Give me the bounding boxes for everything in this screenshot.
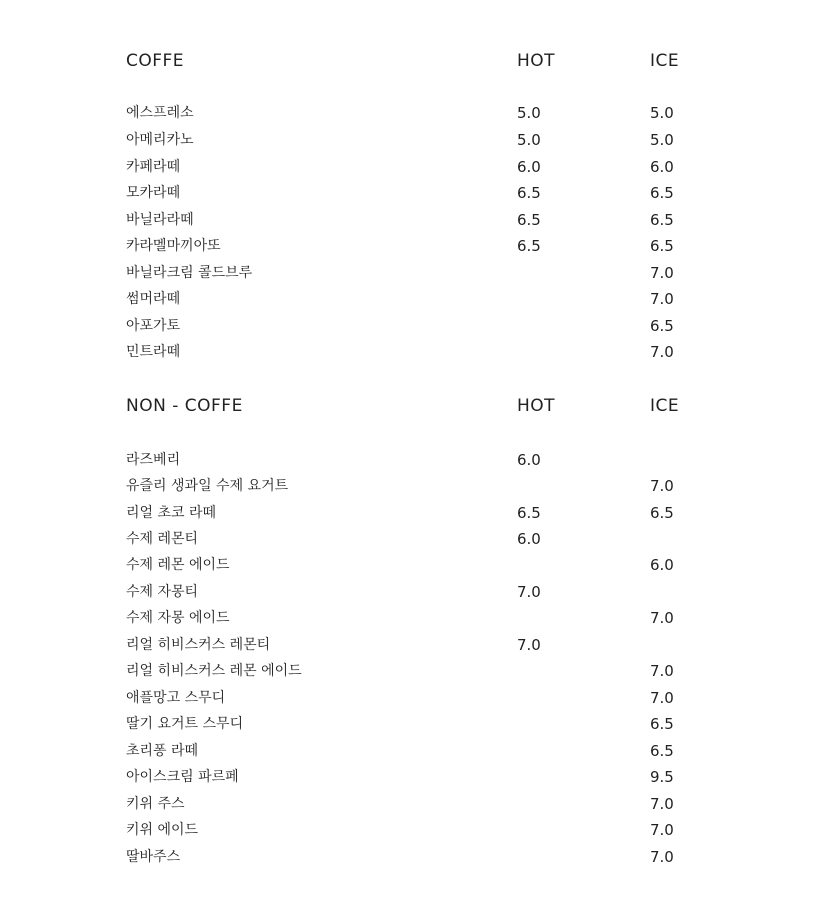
item-hot-price: 6.0: [517, 451, 541, 469]
menu-item: [0, 181, 828, 205]
item-ice-price: 6.5: [650, 317, 674, 335]
item-ice-price: 5.0: [650, 131, 674, 149]
menu-item: [0, 792, 828, 816]
item-name: 키위 주스: [126, 796, 185, 812]
menu-item: [0, 314, 828, 338]
hot-column-label: HOT: [517, 396, 556, 416]
item-name: 리얼 히비스커스 레몬티: [126, 637, 271, 653]
item-ice-price: 7.0: [650, 290, 674, 308]
menu-item: [0, 686, 828, 710]
item-hot-price: 6.0: [517, 530, 541, 548]
menu-item: [0, 234, 828, 258]
item-name: 딸바주스: [126, 849, 181, 865]
item-hot-price: 6.5: [517, 504, 541, 522]
item-ice-price: 5.0: [650, 104, 674, 122]
section-title: COFFE: [126, 51, 185, 71]
item-hot-price: 6.5: [517, 237, 541, 255]
item-name: 바닐라크림 콜드브루: [126, 265, 253, 281]
item-name: 키위 에이드: [126, 822, 199, 838]
menu-item: [0, 765, 828, 789]
item-hot-price: 5.0: [517, 104, 541, 122]
item-name: 수제 레몬티: [126, 531, 199, 547]
item-name: 애플망고 스무디: [126, 690, 226, 706]
item-name: 수제 자몽 에이드: [126, 610, 230, 626]
item-hot-price: 6.5: [517, 211, 541, 229]
item-ice-price: 6.5: [650, 504, 674, 522]
item-ice-price: 7.0: [650, 609, 674, 627]
item-ice-price: 7.0: [650, 343, 674, 361]
ice-column-label: ICE: [650, 396, 680, 416]
non-coffee-section-header: [0, 393, 828, 419]
item-ice-price: 6.5: [650, 742, 674, 760]
item-ice-price: 6.5: [650, 237, 674, 255]
ice-column-label: ICE: [650, 51, 680, 71]
menu-item: [0, 128, 828, 152]
item-hot-price: 7.0: [517, 636, 541, 654]
menu-item: [0, 340, 828, 364]
hot-column-label: HOT: [517, 51, 556, 71]
item-name: 아포가토: [126, 318, 181, 334]
item-ice-price: 7.0: [650, 662, 674, 680]
item-hot-price: 7.0: [517, 583, 541, 601]
item-ice-price: 7.0: [650, 689, 674, 707]
menu-item: [0, 845, 828, 869]
item-name: 민트라떼: [126, 344, 181, 360]
item-ice-price: 7.0: [650, 848, 674, 866]
menu-item: [0, 474, 828, 498]
menu-item: [0, 739, 828, 763]
item-name: 리얼 초코 라떼: [126, 505, 217, 521]
item-name: 카페라떼: [126, 159, 181, 175]
item-ice-price: 7.0: [650, 477, 674, 495]
item-name: 라즈베리: [126, 452, 181, 468]
coffee-section-header: [0, 48, 828, 74]
item-name: 리얼 히비스커스 레몬 에이드: [126, 663, 302, 679]
item-name: 썸머라떼: [126, 291, 181, 307]
menu-item: [0, 659, 828, 683]
item-ice-price: 6.5: [650, 211, 674, 229]
menu-item: [0, 208, 828, 232]
item-name: 아메리카노: [126, 132, 194, 148]
item-name: 모카라떼: [126, 185, 181, 201]
menu-item: [0, 580, 828, 604]
item-name: 유즐리 생과일 수제 요거트: [126, 478, 289, 494]
item-hot-price: 5.0: [517, 131, 541, 149]
menu-item: [0, 712, 828, 736]
item-name: 에스프레소: [126, 105, 194, 121]
section-title: NON - COFFE: [126, 396, 243, 416]
menu-item: [0, 527, 828, 551]
menu-item: [0, 261, 828, 285]
item-name: 딸기 요거트 스무디: [126, 716, 244, 732]
item-name: 바닐라라떼: [126, 212, 194, 228]
menu-item: [0, 287, 828, 311]
item-name: 수제 자몽티: [126, 584, 199, 600]
item-hot-price: 6.5: [517, 184, 541, 202]
item-name: 아이스크림 파르페: [126, 769, 239, 785]
item-ice-price: 7.0: [650, 264, 674, 282]
item-hot-price: 6.0: [517, 158, 541, 176]
menu-item: [0, 501, 828, 525]
menu-item: [0, 818, 828, 842]
item-name: 초리퐁 라떼: [126, 743, 199, 759]
item-ice-price: 6.5: [650, 715, 674, 733]
menu-item: [0, 448, 828, 472]
item-name: 카라멜마끼아또: [126, 238, 221, 254]
menu-item: [0, 553, 828, 577]
menu-item: [0, 101, 828, 125]
menu-item: [0, 155, 828, 179]
item-ice-price: 7.0: [650, 795, 674, 813]
menu-item: [0, 633, 828, 657]
item-name: 수제 레몬 에이드: [126, 557, 230, 573]
item-ice-price: 6.0: [650, 556, 674, 574]
item-ice-price: 6.0: [650, 158, 674, 176]
item-ice-price: 6.5: [650, 184, 674, 202]
item-ice-price: 9.5: [650, 768, 674, 786]
menu-item: [0, 606, 828, 630]
item-ice-price: 7.0: [650, 821, 674, 839]
